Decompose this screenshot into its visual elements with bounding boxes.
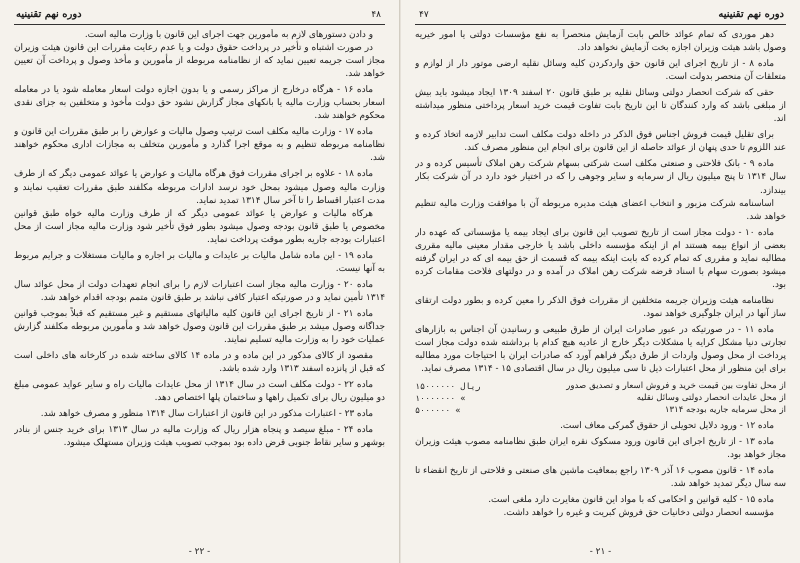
right-paragraph: مؤسسه انحصار دولتی دخانیات حق فروش کبریت و غیره را خواهد داشت.: [503, 508, 774, 519]
table-row: [415, 392, 786, 404]
table-row-label: از محل سرمایه جاریه بودجه ۱۳۱۴: [664, 405, 786, 416]
left-running-title: دوره نهم تقنینیه: [16, 9, 82, 20]
table-row-amount: ۱۵۰۰۰۰۰۰ ریال: [415, 381, 481, 392]
left-header-page-number: ۴۸: [371, 10, 381, 20]
left-body-text: [14, 29, 385, 541]
right-paragraph: برای تقلیل قیمت فروش اجناس فوق الذکر در داخله دولت مکلف است تدابیر لازمه اتخاذ کرده و عند اللزوم تا حدی پنهان از عوائد حاصله از این قانون برای انجام این منظور مصرف کند.: [415, 130, 786, 154]
left-paragraph: هرکاه مالیات و عوارض یا عوائد عمومی دیگر که از طرف وزارت مالیه خواه طبق قوانین مخصوص یا طبق قانون بودجه وصول میشود بطور فوق تأخیر شود وزارت مالیه مجاز است از محل اعتبارات بودجه جاریه بطور موقت پرداخت نماید.: [14, 208, 385, 245]
left-paragraph: ماده ۲۰ - وزارت مالیه مجاز است اعتبارات لازم را برای انجام تعهدات دولت از محل عوائد سال ۱۳۱۴ تأمین نماید و در صورتیکه اعتبار کافی نباشد بر طبق قانون متمم بودجه اقدام خواهد شد.: [14, 279, 385, 303]
table-row: [415, 404, 786, 416]
right-body-text: [415, 29, 786, 541]
left-paragraph: در صورت اشتباه و تأخیر در پرداخت حقوق دولت و یا عدم رعایت مقررات این قانون هیئت وزیران مجاز است جریمه تعیین نماید که از نظامنامه مربوطه از مأمورین و مأخذ وصول و پرداخت آن تعیین خواهد شد.: [14, 43, 385, 80]
right-header-page-number: ۴۷: [419, 10, 429, 20]
table-row-amount: ۱۰۰۰۰۰۰۰ «: [415, 393, 466, 404]
right-paragraph: اساسنامه شرکت مزبور و انتخاب اعضای هیئت مدیره مربوطه آن با موافقت وزارت مالیه تنظیم خواهد شد.: [415, 198, 786, 222]
left-paragraph: ماده ۱۹ - این ماده شامل مالیات بر عایدات و مالیات بر اجاره و مالیات مستغلات و جرایم مربوط به آنها نیست.: [14, 250, 385, 274]
book-gutter: [399, 0, 401, 563]
right-paragraph: ماده ۱۵ - کلیه قوانین و احکامی که با مواد این قانون مغایرت دارد ملغی است.: [488, 495, 774, 506]
left-page-header: [14, 10, 385, 25]
right-paragraph: ماده ۱۳ - از تاریخ اجرای این قانون ورود مسکوک نقره ایران طبق نظامنامه مصوب هیئت وزیران مجاز خواهد بود.: [415, 437, 786, 461]
right-paragraph: حقی که شرکت انحصار دولتی وسائل نقلیه بر طبق قانون ۲۰ اسفند ۱۳۰۹ ایجاد میشود باید بیش از مبلغی باشد که وارد کنندگان تا این تاریخ بابت تفاوت قیمت خرید اسعار پرداختی منظور میداشته اند.: [415, 88, 786, 125]
left-paragraph: ماده ۲۴ - مبلغ سیصد و پنجاه هزار ریال که وزارت مالیه در سال ۱۳۱۳ برای خرید جنس از بنادر بوشهر و سایر نقاط جنوبی قرض داده بود بموجب تصویب هیئت وزیران مستهلک میشود.: [14, 425, 385, 449]
left-paragraph: ماده ۱۸ - علاوه بر اجرای مقررات فوق هرگاه مالیات و عوارض یا عوائد عمومی دیگر که از طرف وزارت مالیه وصول میشود بمحل خود نرسد ادارات مربوطه مکلفند طبق مقررات تعقیب نمایند و مدت اعتبار اقساط را تا آخر سال ۱۳۱۴ تمدید نماید.: [14, 169, 385, 206]
right-paragraph: دهر موردی که تمام عوائد خالص بابت آزمایش منحصراً به نفع مؤسسات دولتی یا امور خیریه وصول باشد هیئت وزیران اجازه بخت آزمایش نخواهد داد.: [415, 30, 786, 54]
appropriation-table: [415, 380, 786, 416]
table-row: [415, 380, 786, 392]
right-paragraph: ماده ۱۲ - ورود دلایل تحویلی از حقوق گمرکی معاف است.: [560, 421, 774, 432]
left-paragraph: ماده ۱۶ - هرگاه درخارج از مراکز رسمی و یا بدون اجازه دولت اسعار معامله شود یا در معامله اسعار بحساب وزارت مالیه یا بانکهای مجاز گزارش نشود حق دولت مأخوذ و متخلفین به جزای نقدی محکوم خواهند شد.: [14, 85, 385, 122]
right-page: [400, 0, 800, 563]
table-row-label: از محل تفاوت بین قیمت خرید و فروش اسعار و تصدیق صدور: [566, 381, 786, 392]
right-page-footer-number: - ۲۱ -: [589, 547, 612, 557]
right-paragraph: ماده ۸ - از تاریخ اجرای این قانون حق واردکردن کلیه وسائل نقلیه ارضی موتور دار از لوازم و متعلقات آن منحصر بدولت است.: [415, 59, 786, 83]
right-paragraph: ماده ۱۰ - دولت مجاز است از تاریخ تصویب این قانون برای ایجاد بیمه یا مؤسساتی که عهده دار بعضی از انواع بیمه هستند ام از اینکه مؤسسه داخلی باشد یا خارجی مقدار معینی مالیه مقرری مطالبه نماید و مقرری که تمام کرده که بابت اینکه بیمه که قسمت از حق بیمه ای که در ایران گرفته میشود بصورت سهام با اسناد قرضه شرکت رهن املاک در آمده و در دولتهای فلاحت مقامات کرده بود.: [415, 227, 786, 290]
left-page-footer-number: - ۲۲ -: [188, 547, 211, 557]
table-row-amount: ۵۰۰۰۰۰۰ «: [415, 405, 461, 416]
right-paragraph: ماده ۹ - بانک فلاحتی و صنعتی مکلف است شرکتی بسهام شرکت رهن املاک تأسیس کرده و در سال ۱۳۱۴ تا پنج میلیون ریال از سرمایه و سایر وجوهی را که در اختیار خود دارد در آن شرکت بکار بیندازد.: [415, 159, 786, 196]
table-row-label: از محل عایدات انحصار دولتی وسائل نقلیه: [636, 393, 786, 404]
left-paragraph: ماده ۱۷ - وزارت مالیه مکلف است ترتیب وصول مالیات و عوارض را بر طبق مقررات این قانون و نظامنامه مربوطه تنظیم و به موقع اجرا گذارد و مأمورین متخلف به مجازات اداری محکوم خواهند شد.: [14, 127, 385, 164]
left-paragraph: ماده ۲۳ - اعتبارات مذکور در این قانون از اعتبارات سال ۱۳۱۴ منظور و مصرف خواهد شد.: [40, 409, 373, 420]
right-page-header: [415, 10, 786, 25]
left-paragraph: ماده ۲۱ - از تاریخ اجرای این قانون کلیه مالیاتهای مستقیم و غیر مستقیم که قبلاً بموجب قوانین جداگانه وصول میشد بر طبق مقررات این قانون وصول خواهد شد و مأمورین مربوطه مکلفند گزارش عملیات خود را به وزارت مالیه تسلیم نمایند.: [14, 308, 385, 346]
left-paragraph: ماده ۲۲ - دولت مکلف است در سال ۱۳۱۴ از محل عایدات مالیات راه و سایر عواید عمومی مبلغ دو میلیون ریال برای تکمیل راهها و ساختمان پلها اختصاص دهد.: [14, 380, 385, 404]
left-paragraph: و دادن دستورهای لازم به مأمورین جهت اجرای این قانون با وزارت مالیه است.: [84, 30, 373, 40]
right-running-title: دوره نهم تقنینیه: [718, 9, 784, 20]
right-paragraph: ماده ۱۴ - قانون مصوب ۱۶ آذر ۱۳۰۹ راجع بمعافیت ماشین های صنعتی و فلاحتی از تاریخ انقضاء تا سه سال دیگر تمدید خواهد شد.: [415, 466, 786, 490]
right-paragraph: نظامنامه هیئت وزیران جریمه متخلفین از مقررات فوق الذکر را معین کرده و بطور دولت ارتقای ساز آنها در ایران جلوگیری خواهد نمود.: [415, 295, 786, 319]
left-paragraph: مقصود از کالای مذکور در این ماده و در ماده ۱۴ کالای ساخته شده در کارخانه های داخلی است که قبل از پانزده اسفند ۱۳۱۳ وارد شده باشد.: [14, 351, 385, 375]
right-paragraph: ماده ۱۱ - در صورتیکه در عبور صادرات ایران از طرق طبیعی و رسانیدن آن اجناس به بازارهای تجارتی دنیا مشکل کرایه یا مشکلات دیگر خارج از عادیه هیچ کدام با برداشته شده دولت مجاز است پرداخت از محل وصول واردات از طرق دیگر فراهم آورد که صادرات ایران با احتیاجات مورد مطالبه برای این منظور از محل اعتبارات ذیل تا سی میلیون ریال در سال اقتصادی ۱۵ - ۱۳۱۴ مصرف نماید.: [415, 324, 786, 375]
